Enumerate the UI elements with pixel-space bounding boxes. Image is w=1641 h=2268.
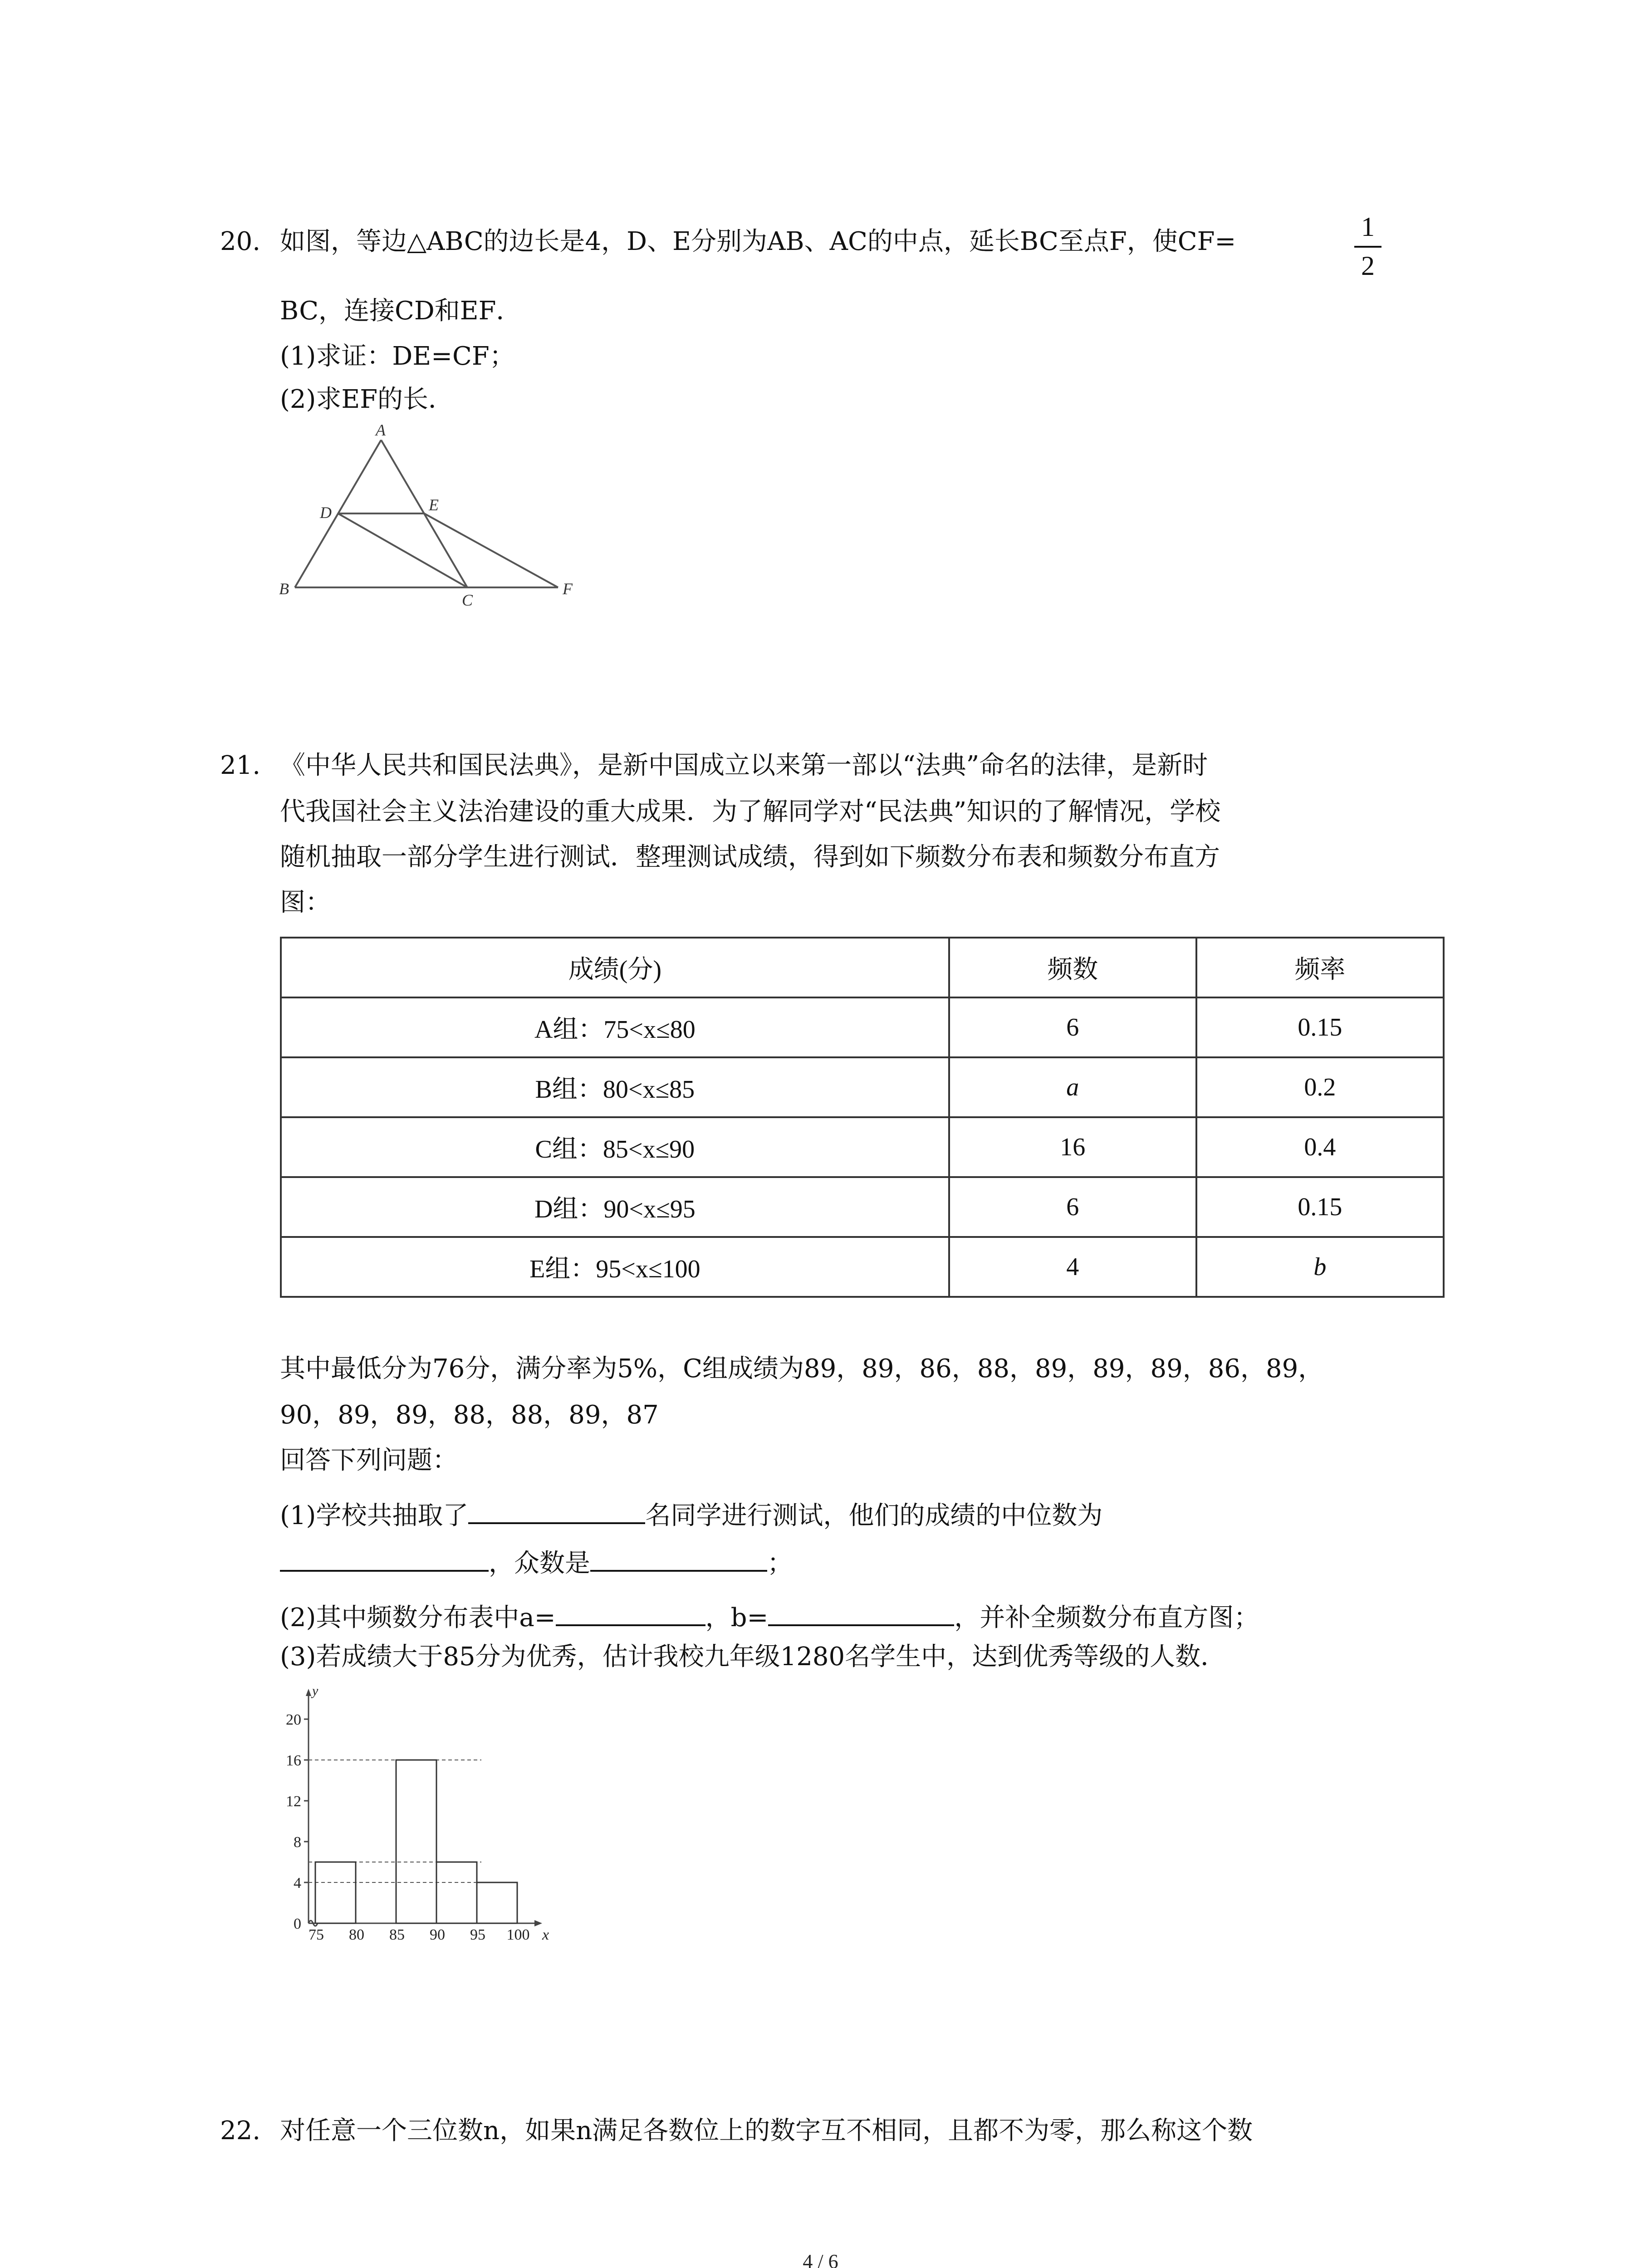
q21-part2-text-a: (2)其中频数分布表中a=: [280, 1603, 556, 1633]
q20-fraction: [1354, 213, 1381, 279]
histogram-bar: [315, 1862, 356, 1923]
answer-blank-total[interactable]: [468, 1497, 645, 1524]
x-tick-label: 100: [506, 1926, 530, 1943]
table-header-row: [281, 938, 1444, 997]
y-tick-label: 12: [286, 1793, 301, 1810]
page-number: 4 / 6: [803, 2250, 838, 2268]
y-tick-label: 0: [294, 1916, 301, 1932]
x-axis-label: x: [542, 1926, 549, 1943]
q20-part1: (1)求证：DE=CF；: [280, 342, 515, 371]
q22-number: 22.: [220, 2116, 261, 2146]
q20-part2: (2)求EF的长．: [280, 385, 454, 414]
q20-frac-denominator: 2: [1361, 251, 1375, 281]
q21-part2-text-b: ，b=: [705, 1603, 769, 1633]
header-count: 频数: [949, 938, 1196, 997]
freq-cell: 0.2: [1196, 1057, 1444, 1117]
y-tick-label: 16: [286, 1752, 301, 1769]
count-cell: a: [949, 1057, 1196, 1117]
table-row: [281, 997, 1444, 1057]
q21-part1-text-b: 名同学进行测试，他们的成绩的中位数为: [645, 1501, 1103, 1530]
q21-intro-line3: 随机抽取一部分学生进行测试．整理测试成绩，得到如下频数分布表和频数分布直方: [280, 842, 1220, 872]
header-frequency: 频率: [1196, 938, 1444, 997]
histogram-bar: [477, 1882, 517, 1923]
table-row: [281, 1237, 1444, 1297]
q21-part2-line: [280, 1599, 1259, 1631]
q20-text-line1: 如图，等边△ABC的边长是4，D、E分别为AB、AC的中点，延长BC至点F，使CF=: [280, 227, 1236, 256]
group-cell: A组：75<x≤80: [281, 997, 949, 1057]
answer-blank-a[interactable]: [556, 1599, 705, 1626]
q21-intro-line4: 图：: [280, 888, 331, 917]
count-cell: 4: [949, 1237, 1196, 1297]
q21-number: 21.: [220, 751, 261, 780]
label-D: D: [320, 503, 332, 522]
answer-blank-mode[interactable]: [590, 1545, 767, 1572]
q20-text-line2: BC，连接CD和EF．: [280, 296, 522, 326]
label-E: E: [429, 496, 439, 514]
q21-part1-text-d: ；: [767, 1549, 793, 1578]
y-tick-label: 20: [286, 1711, 301, 1728]
y-tick-label: 4: [294, 1875, 301, 1892]
table-row: [281, 1057, 1444, 1117]
label-F: F: [563, 580, 573, 598]
q20-number: 20.: [220, 227, 261, 256]
x-tick-label: 75: [309, 1926, 324, 1943]
group-cell: D组：90<x≤95: [281, 1177, 949, 1237]
y-axis-label: y: [312, 1683, 318, 1698]
table-row: [281, 1117, 1444, 1177]
q21-part3: (3)若成绩大于85分为优秀，估计我校九年级1280名学生中，达到优秀等级的人数．: [280, 1642, 1226, 1672]
q20-frac-bar: [1354, 246, 1381, 248]
x-tick-label: 90: [430, 1926, 445, 1943]
table-row: [281, 1177, 1444, 1237]
q21-info-line1: 其中最低分为76分，满分率为5%，C组成绩为89，89，86，88，89，89，89，86，89，: [280, 1354, 1324, 1383]
count-cell: 6: [949, 1177, 1196, 1237]
q21-part2-text-c: ，并补全频数分布直方图；: [954, 1603, 1259, 1633]
histogram-bar: [436, 1862, 477, 1923]
q21-part1-line2: [280, 1545, 793, 1576]
x-axis-arrow: [534, 1920, 542, 1926]
count-cell: 6: [949, 997, 1196, 1057]
group-cell: E组：95<x≤100: [281, 1237, 949, 1297]
y-tick-label: 8: [294, 1834, 301, 1851]
histogram-bar: [396, 1760, 436, 1923]
frequency-table: [280, 937, 1445, 1298]
freq-cell: b: [1196, 1237, 1444, 1297]
group-cell: B组：80<x≤85: [281, 1057, 949, 1117]
freq-cell: 0.15: [1196, 997, 1444, 1057]
q21-part1-text-a: (1)学校共抽取了: [280, 1501, 469, 1530]
answer-blank-b[interactable]: [768, 1599, 954, 1626]
y-axis-arrow: [306, 1689, 311, 1696]
x-tick-label: 95: [470, 1926, 485, 1943]
q22-text-line1: 对任意一个三位数n，如果n满足各数位上的数字互不相同，且都不为零，那么称这个数: [280, 2116, 1253, 2146]
q21-part1-text-c: ，众数是: [489, 1549, 590, 1578]
count-cell: 16: [949, 1117, 1196, 1177]
freq-cell: 0.15: [1196, 1177, 1444, 1237]
freq-cell: 0.4: [1196, 1117, 1444, 1177]
answer-blank-median[interactable]: [280, 1545, 489, 1572]
group-cell: C组：85<x≤90: [281, 1117, 949, 1177]
q21-intro-line2: 代我国社会主义法治建设的重大成果．为了解同学对“民法典”知识的了解情况，学校: [280, 797, 1221, 826]
q21-info-line2: 90，89，89，88，88，89，87: [280, 1400, 659, 1430]
header-score: 成绩(分): [281, 938, 949, 997]
label-B: B: [279, 580, 289, 598]
q21-answer-prompt: 回答下列问题：: [280, 1446, 458, 1475]
label-A: A: [376, 422, 386, 439]
q21-intro-line1: 《中华人民共和国民法典》，是新中国成立以来第一部以“法典”命名的法律，是新时: [280, 751, 1208, 780]
q21-part1-line1: [280, 1497, 1102, 1529]
triangle-figure: [272, 422, 590, 612]
label-C: C: [462, 591, 473, 609]
frequency-histogram: [268, 1678, 612, 1946]
q20-frac-numerator: 1: [1361, 212, 1375, 242]
x-tick-label: 85: [389, 1926, 405, 1943]
x-tick-label: 80: [349, 1926, 364, 1943]
